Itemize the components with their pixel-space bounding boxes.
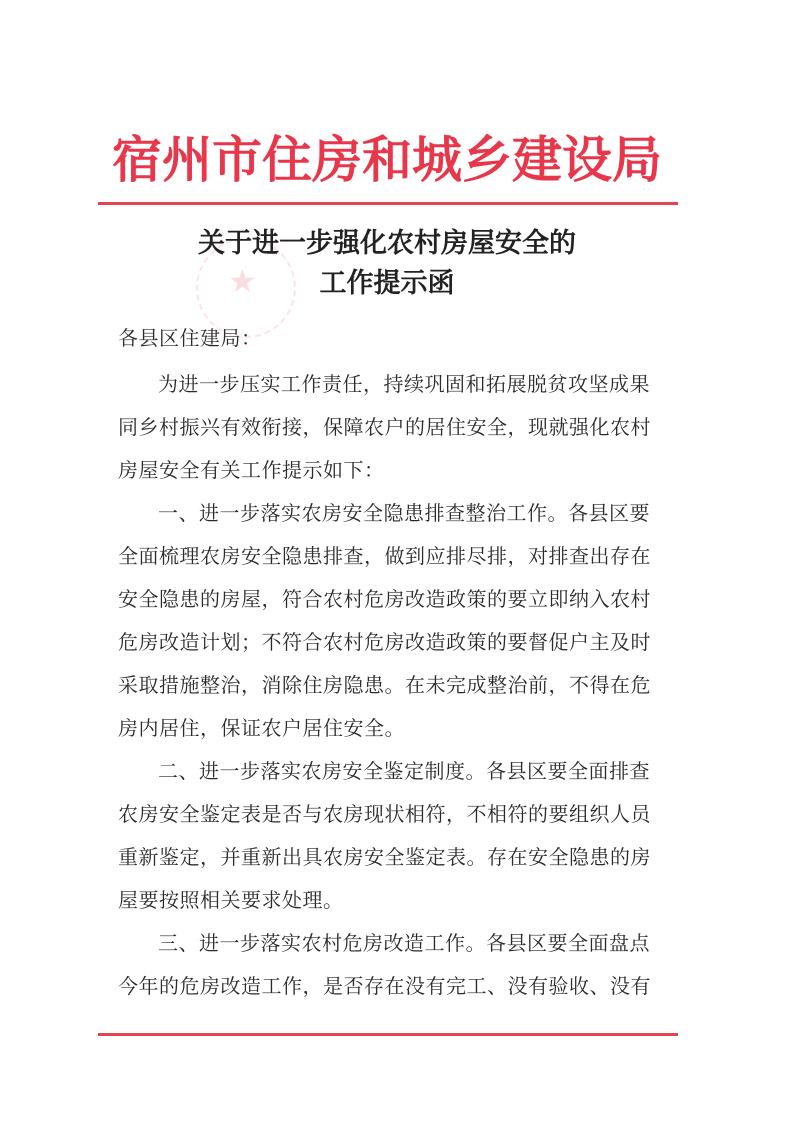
document-title-line-2: 工作提示函: [319, 268, 455, 299]
paragraph-line: 今年的危房改造工作，是否存在没有完工、没有验收、没有: [118, 974, 651, 998]
paragraph-line: 二、进一步落实农房安全鉴定制度。各县区要全面排查: [158, 759, 650, 783]
paragraph-line: 房内居住，保证农户居住安全。: [118, 716, 405, 740]
document-title-line-1: 关于进一步强化农村房屋安全的: [198, 228, 576, 259]
paragraph-line: 农房安全鉴定表是否与农房现状相符，不相符的要组织人员: [118, 802, 651, 826]
paragraph-line: 三、进一步落实农村危房改造工作。各县区要全面盘点: [158, 931, 650, 955]
paragraph-line: 危房改造计划；不符合农村危房改造政策的要督促户主及时: [118, 630, 651, 654]
seal-star-icon: ★: [228, 262, 257, 300]
paragraph-line: 同乡村振兴有效衔接，保障农户的居住安全，现就强化农村: [118, 415, 651, 439]
letterhead-red-rule: [98, 202, 678, 205]
paragraph-line: 安全隐患的房屋，符合农村危房改造政策的要立即纳入农村: [118, 587, 651, 611]
paragraph-line: 一、进一步落实农房安全隐患排查整治工作。各县区要: [158, 501, 650, 525]
paragraph-line: 房屋安全有关工作提示如下：: [118, 458, 385, 482]
paragraph-line: 全面梳理农房安全隐患排查，做到应排尽排，对排查出存在: [118, 544, 651, 568]
agency-letterhead: 宿州市住房和城乡建设局: [112, 130, 662, 189]
paragraph-line: 为进一步压实工作责任，持续巩固和拓展脱贫攻坚成果: [158, 372, 650, 396]
salutation: 各县区住建局：: [118, 326, 262, 350]
footer-red-rule: [98, 1033, 678, 1036]
paragraph-line: 采取措施整治，消除住房隐患。在未完成整治前，不得在危: [118, 673, 651, 697]
paragraph-line: 重新鉴定，并重新出具农房安全鉴定表。存在安全隐患的房: [118, 845, 651, 869]
paragraph-line: 屋要按照相关要求处理。: [118, 888, 344, 912]
